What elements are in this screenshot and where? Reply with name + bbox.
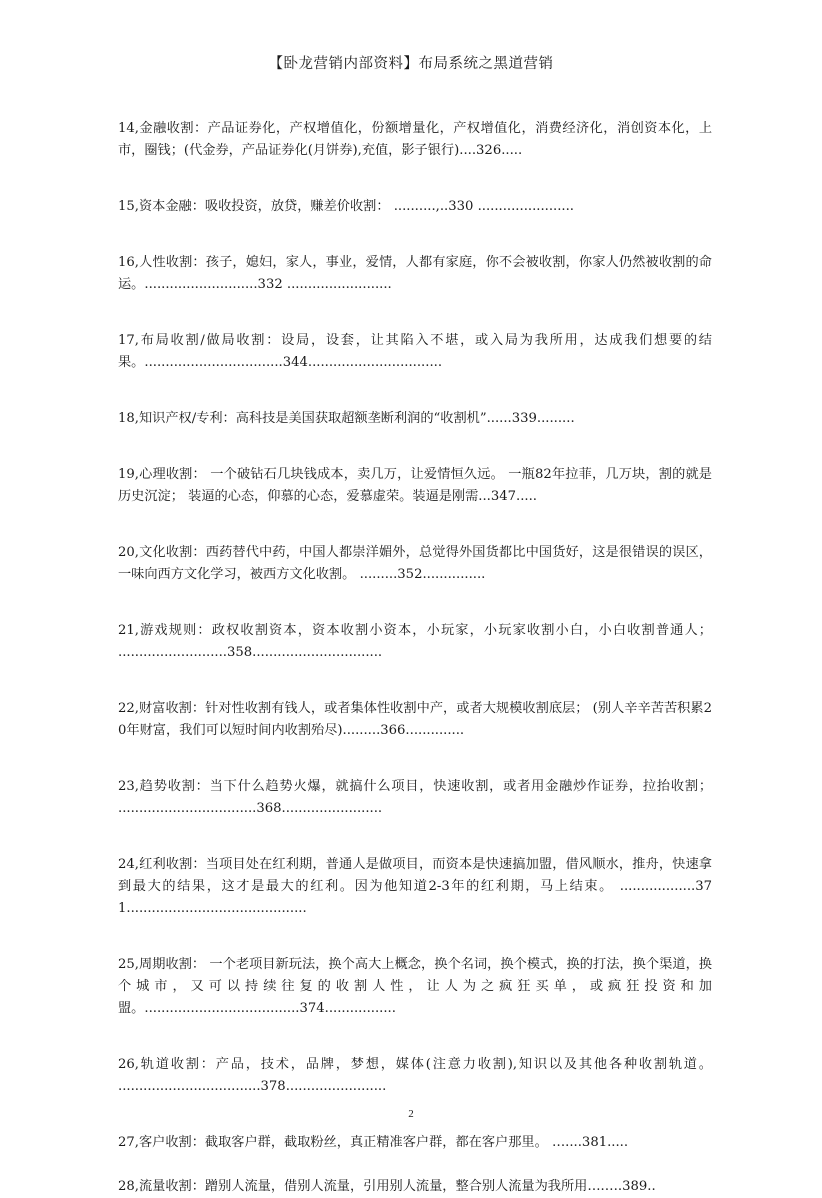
- toc-entry-19: 19,心理收割： 一个破钻石几块钱成本，卖几万，让爱情恒久远。 一瓶82年拉菲，几万块，割的就是历史沉淀； 装逼的心态，仰慕的心态，爱慕虚荣。装逼是刚需...347.....: [118, 467, 712, 504]
- toc-entry-25: 25,周期收割： 一个老项目新玩法，换个高大上概念，换个名词，换个模式，换的打法，换个渠道，换个城市，又可以持续往复的收割人性，让人为之疯狂买单，或疯狂投资和加盟。.....................................374.................: [118, 957, 712, 1016]
- toc-entry-27: 27,客户收割：截取客户群，截取粉丝，真正精准客户群，都在客户那里。 …....381.....: [118, 1135, 629, 1150]
- table-of-contents: [118, 118, 712, 1198]
- page-header: 【卧龙营销内部资料】布局系统之黑道营销: [268, 56, 554, 72]
- toc-entry-18: 18,知识产权/专利：高科技是美国获取超额垄断利润的“收割机”......339.........: [118, 411, 575, 426]
- toc-entry-14: 14,金融收割：产品证券化，产权增值化，份额增量化，产权增值化，消费经济化，消创资本化，上市，圈钱；(代金券，产品证券化(月饼券),充值，影子银行)....326.....: [118, 121, 712, 158]
- toc-entry-22: 22,财富收割：针对性收割有钱人，或者集体性收割中产，或者大规模收割底层； (别人辛辛苦苦积累20年财富，我们可以短时间内收割殆尽).........366..............: [118, 701, 712, 738]
- toc-entry-28: 28,流量收割：蹭别人流量，借别人流量，引用别人流量，整合别人流量为我所用….….389..: [118, 1179, 656, 1194]
- toc-entry-17: 17,布局收割/做局收割：设局，设套，让其陷入不堪，或入局为我所用，达成我们想要的结果。.................................344................................: [118, 333, 712, 370]
- toc-entry-15: 15,资本金融：吸收投资，放贷，赚差价收割： ..........,..330 .......................: [118, 199, 574, 214]
- toc-entry-20: 20,文化收割：西药替代中药，中国人都崇洋媚外，总觉得外国货都比中国货好，这是很错误的误区，一味向西方文化学习，被西方文化收割。 .........352...............: [118, 545, 712, 582]
- toc-entry-16: 16,人性收割：孩子，媳妇，家人，事业，爱情，人都有家庭，你不会被收割，你家人仍然被收割的命运。...........................332 .........................: [118, 255, 712, 292]
- toc-entry-24: 24,红利收割：当项目处在红利期，普通人是做项目，而资本是快速搞加盟，借风顺水，推舟，快速拿到最大的结果，这才是最大的红利。因为他知道2-3年的红利期，马上结束。 ..................371...........................................: [118, 857, 712, 916]
- toc-entry-21: 21,游戏规则：政权收割资本，资本收割小资本，小玩家，小玩家收割小白，小白收割普通人； ..........................358...............................: [118, 623, 712, 660]
- toc-entry-23: 23,趋势收割：当下什么趋势火爆，就搞什么项目，快速收割，或者用金融炒作证券，拉抬收割； .................................368........................: [118, 779, 712, 816]
- page-number: 2: [408, 1108, 414, 1120]
- toc-entry-26: 26,轨道收割：产品，技术，品牌，梦想，媒体(注意力收割),知识以及其他各种收割轨道。 ..................................378........................: [118, 1057, 712, 1094]
